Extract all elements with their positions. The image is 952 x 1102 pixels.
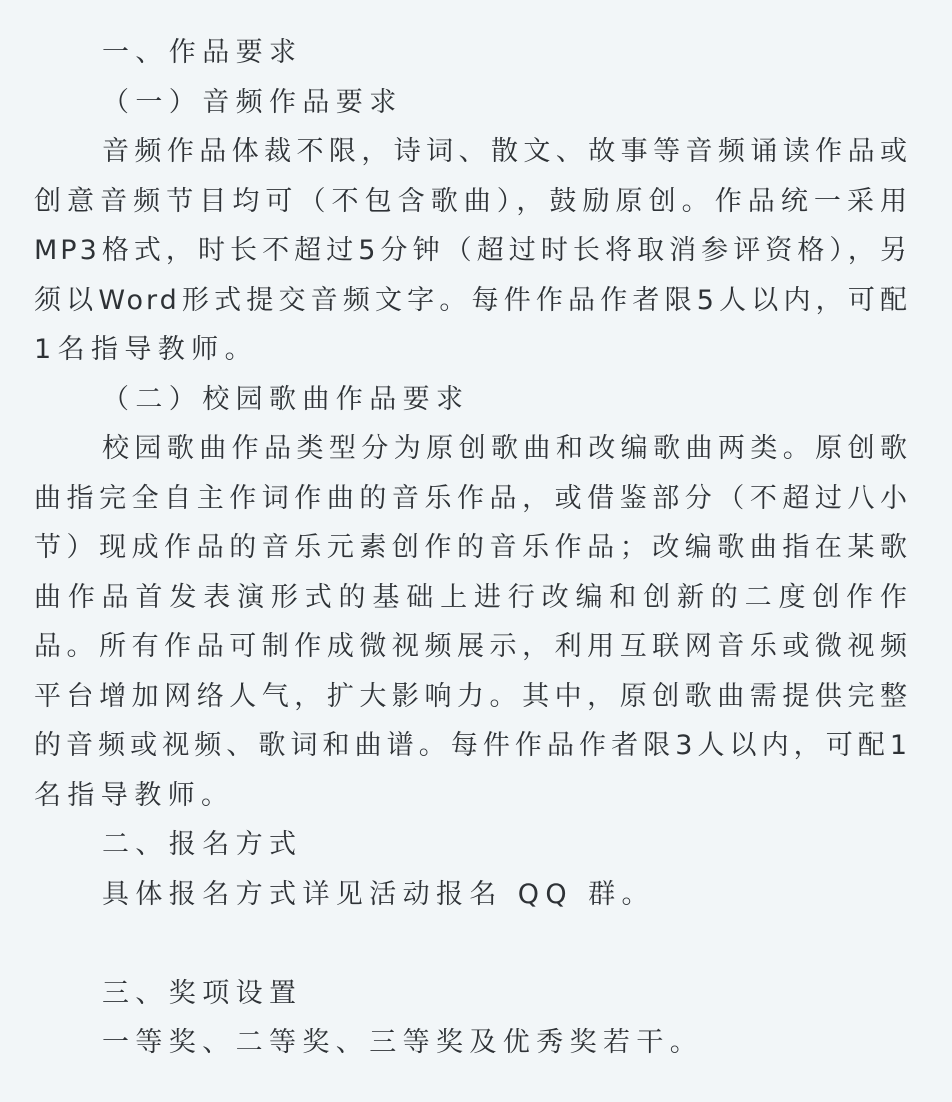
- registration-text: 具体报名方式详见活动报名 QQ 群。: [102, 878, 655, 910]
- paragraph-line: 曲作品首发表演形式的基础上进行改编和创新的二度创作作: [34, 581, 910, 613]
- section-heading-registration: 二、报名方式: [102, 829, 303, 860]
- paragraph-line: 须以Word形式提交音频文字。每件作品作者限5人以内，可配: [34, 284, 910, 316]
- paragraph-line: 1名指导教师。: [34, 334, 258, 365]
- blank-line: [34, 919, 910, 969]
- paragraph-line: 节）现成作品的音乐元素创作的音乐作品；改编歌曲指在某歌: [34, 532, 910, 563]
- subsection-title-songs: （二）校园歌曲作品要求: [102, 383, 470, 415]
- section-heading-requirements: 一、作品要求: [102, 37, 303, 68]
- paragraph-line: 的音频或视频、歌词和曲谱。每件作品作者限3人以内，可配1: [34, 730, 910, 761]
- paragraph-line: 品。所有作品可制作成微视频展示，利用互联网音乐或微视频: [34, 631, 910, 662]
- paragraph-line: 音频作品体裁不限，诗词、散文、故事等音频诵读作品或: [102, 136, 910, 167]
- paragraph-line: 创意音频节目均可（不包含歌曲），鼓励原创。作品统一采用: [34, 185, 910, 217]
- paragraph-line: 校园歌曲作品类型分为原创歌曲和改编歌曲两类。原创歌: [102, 433, 910, 464]
- subsection-title-audio: （一）音频作品要求: [102, 86, 403, 118]
- paragraph-line: 名指导教师。: [34, 779, 235, 811]
- awards-text: 一等奖、二等奖、三等奖及优秀奖若干。: [102, 1027, 704, 1058]
- paragraph-line: 平台增加网络人气，扩大影响力。其中，原创歌曲需提供完整: [34, 680, 910, 712]
- paragraph-line: MP3格式，时长不超过5分钟（超过时长将取消参评资格），另: [34, 235, 910, 266]
- paragraph-line: 曲指完全自主作词作曲的音乐作品，或借鉴部分（不超过八小: [34, 482, 910, 514]
- section-heading-awards: 三、奖项设置: [102, 977, 303, 1009]
